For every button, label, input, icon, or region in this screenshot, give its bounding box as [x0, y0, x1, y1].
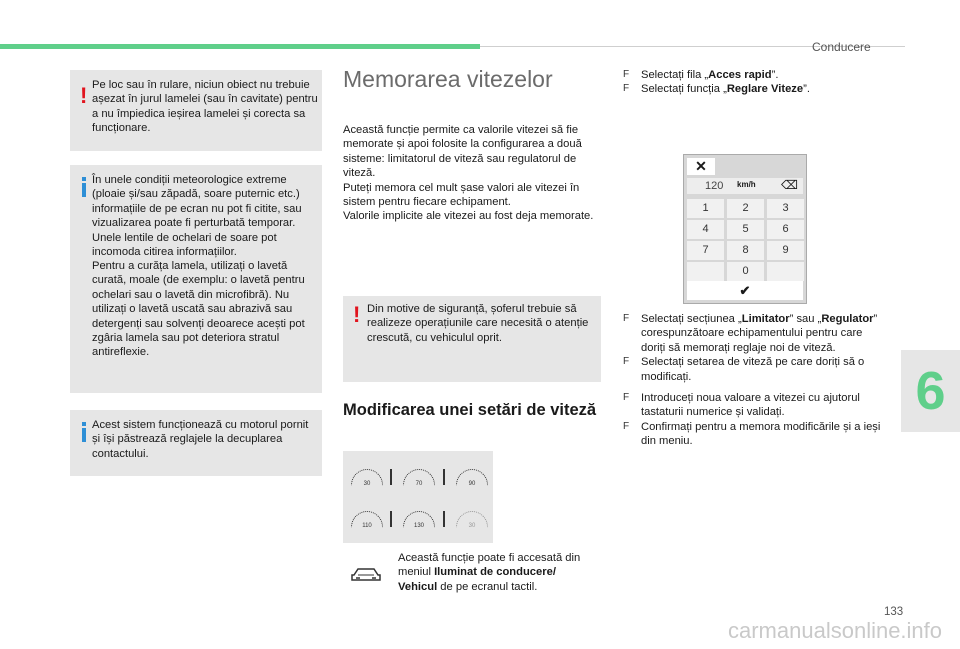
section-title: Conducere [812, 40, 871, 54]
step-item: F Selectați fila „Acces rapid”. [623, 69, 779, 81]
info-text-cleaning: Pentru a curăța lamela, utilizați o lavetă curată, moale (de exemplu: o lavetă pentru ochelari sau o lavetă din microfibră). Nu utilizați o lavetă uscată sau abrazivă sau detergenți sau solvenți deoarece acești pot zgâria lamela sau pot deteriora stratul antireflexie. [92, 260, 305, 359]
header-accent-bar [0, 44, 480, 49]
key-7: 7 [687, 241, 724, 260]
page-title: Memorarea vitezelor [343, 66, 553, 92]
gauge-icon: 130 [403, 511, 435, 531]
info-icon [81, 422, 89, 442]
step-item: F Introduceți noua valoare a vitezei cu ajutorul tastaturii numerice și validați. [623, 392, 860, 419]
chapter-tab: 6 [901, 350, 960, 432]
warning-text: Pe loc sau în rulare, niciun obiect nu trebuie așezat în jurul lamelei (sau în cavitate) pentru a nu împiedica ieșirea lamelei și corecta sa funcționare. [92, 79, 318, 135]
key-3: 3 [767, 199, 804, 218]
separator [443, 469, 445, 485]
page-number: 133 [884, 606, 904, 618]
backspace-icon: ⌫ [781, 178, 798, 192]
step-item: F Selectați funcția „Reglare Viteze”. [623, 83, 810, 96]
key-6: 6 [767, 220, 804, 239]
info-text: În unele condiții meteorologice extreme (ploaie și/sau zăpadă, soare puternic etc.) informațiile de pe ecran nu pot fi citite, sau vizualizarea poate fi perturbată temporar. Unele lentile de ochelari de soare pot incomoda citirea informațiilor. [92, 174, 302, 259]
close-icon: ✕ [687, 158, 715, 175]
check-icon: ✔ [687, 281, 803, 300]
info-icon [81, 177, 89, 197]
gauge-icon: 90 [456, 469, 488, 489]
gauge-icon: 110 [351, 511, 383, 531]
info-box-system [70, 410, 322, 476]
info-box-weather [70, 165, 322, 393]
gauge-icon: 70 [403, 469, 435, 489]
key-empty [687, 262, 724, 281]
car-note: Această funcție poate fi accesată din meniul Iluminat de conducere/ Vehicul de pe ecranul tactil. [398, 552, 581, 593]
speed-gauges-illustration [343, 451, 493, 543]
step-item: F Selectați secțiunea „Limitator” sau „Regulator” corespunzătoare echipamentului pentru care doriți să memorați reglaje noi de viteză. [623, 313, 878, 354]
gauge-icon: 30 [456, 511, 488, 531]
key-1: 1 [687, 199, 724, 218]
separator [390, 511, 392, 527]
separator [390, 469, 392, 485]
steps-list-top [621, 68, 881, 97]
key-0: 0 [727, 262, 764, 281]
key-9: 9 [767, 241, 804, 260]
intro-line-1: Această funcție permite ca valorile vitezei să fie memorate și apoi folosite la configurarea a două sisteme: limitatorul de viteză sau regulatorul de viteză. [343, 124, 582, 180]
car-icon [350, 566, 382, 582]
watermark: carmanualsonline.info [728, 618, 943, 643]
speed-value-field: 120 km/h ⌫ [687, 178, 803, 194]
key-empty [767, 262, 804, 281]
intro-paragraph [343, 123, 601, 224]
steps-list-bottom [621, 312, 883, 449]
key-5: 5 [727, 220, 764, 239]
key-4: 4 [687, 220, 724, 239]
warning-box-safety [343, 296, 601, 382]
speed-keypad-illustration [683, 154, 807, 304]
subsection-title: Modificarea unei setări de viteză [343, 401, 597, 419]
key-2: 2 [727, 199, 764, 218]
info-text: Acest sistem funcționează cu motorul pornit și își păstrează reglajele la decuplarea contactului. [92, 419, 309, 460]
step-item: F Selectați setarea de viteză pe care doriți să o modificați. [623, 356, 865, 383]
separator [443, 511, 445, 527]
warning-box-lamela [70, 70, 322, 151]
warning-icon: ! [80, 83, 88, 108]
warning-text: Din motive de siguranță, șoferul trebuie să realizeze operațiunile care necesită o atenție crescută, cu vehiculul oprit. [367, 303, 589, 344]
gauge-icon: 30 [351, 469, 383, 489]
key-8: 8 [727, 241, 764, 260]
step-item: F Confirmați pentru a memora modificările și a ieși din meniu. [623, 420, 881, 448]
unit-key: km/h [737, 180, 756, 189]
intro-line-2: Puteți memora cel mult șase valori ale vitezei în sistem pentru fiecare echipament. [343, 181, 580, 209]
warning-icon: ! [353, 302, 361, 327]
intro-line-3: Valorile implicite ale vitezei au fost deja memorate. [343, 210, 594, 223]
